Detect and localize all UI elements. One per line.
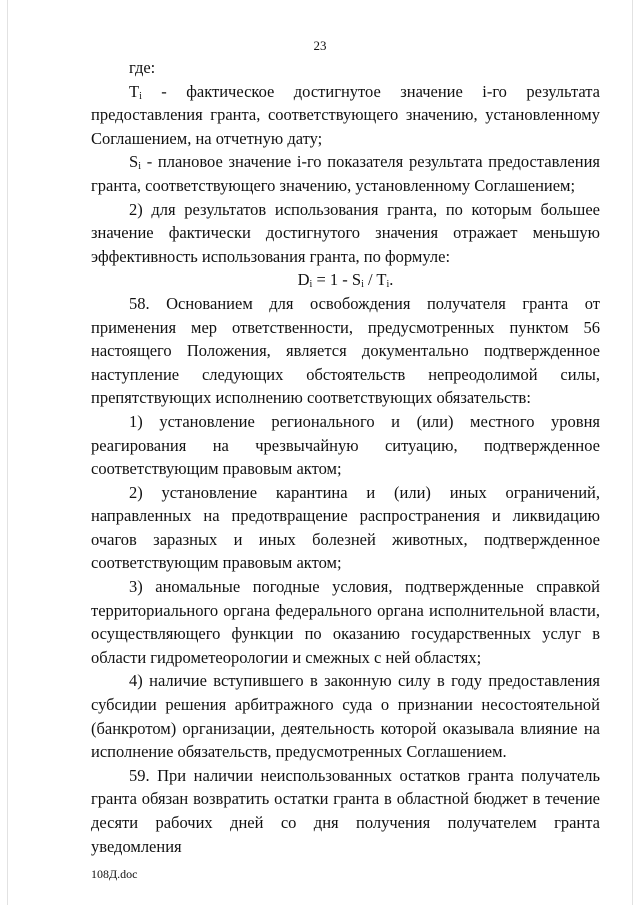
item-2: 2) для результатов использования гранта, по которым большее значение фактически достигнутого значения отражает меньшую эффективность использования гранта, по формуле:: [91, 199, 600, 266]
ti-symbol: T: [129, 81, 140, 101]
si-symbol: S: [129, 152, 139, 172]
ti-description: - фактическое достигнутое значение i-го результата предоставления гранта, соответствующего значению, установленному Соглашением, на отчетную дату;: [91, 81, 600, 148]
paragraph-58-item-2: 2) установление карантина и (или) иных ограничений, направленных на предотвращение распространения и ликвидацию очагов заразных и иных болезней животных, подтвержденное соответствующим правовым актом;: [91, 482, 600, 573]
where-label: где:: [129, 58, 156, 77]
paragraph-58-item-1: 1) установление регионального и (или) местного уровня реагирования на чрезвычайную ситуацию, подтвержденное соответствующим правовым актом;: [91, 411, 600, 479]
body-text: [91, 56, 600, 858]
paragraph-58: 58. Основанием для освобождения получателя гранта от применения мер ответственности, предусмотренных пунктом 56 настоящего Положения, является документально подтвержденное наступление следующих обстоятельств непреодолимой силы, препятствующих исполнению соответствующих обязательств:: [91, 293, 600, 408]
footer-filename: 108Д.doc: [91, 867, 138, 881]
si-description: - плановое значение i-го показателя результата предоставления гранта, соответствующего значению, установленному Соглашением;: [91, 152, 600, 195]
ti-subscript: i: [139, 90, 142, 102]
definition-ti: [91, 80, 600, 151]
si-subscript: i: [138, 161, 141, 173]
paragraph-58-item-4: 4) наличие вступившего в законную силу в году предоставления субсидии решения арбитражного суда о признании несостоятельной (банкротом) организации, деятельность которой оказывала влияние на исполнение обязательств, предусмотренных Соглашением.: [91, 671, 600, 762]
formula: $D_i = 1 - S_i / T_i$.: [297, 270, 394, 291]
scan-edge-left: [7, 0, 8, 905]
page-number: 23: [313, 38, 327, 53]
paragraph-59: 59. При наличии неиспользованных остатков гранта получатель гранта обязан возвратить остатки гранта в областной бюджет в течение десяти рабочих дней со дня получения получателем гранта уведомления: [91, 765, 600, 856]
scan-edge-right: [632, 0, 633, 905]
paragraph-58-item-3: 3) аномальные погодные условия, подтвержденные справкой территориального органа федерального органа исполнительной власти, осуществляющего функции по оказанию государственных услуг в области гидрометеорологии и смежных с ней областях;: [91, 577, 600, 667]
definition-si: [91, 150, 600, 197]
